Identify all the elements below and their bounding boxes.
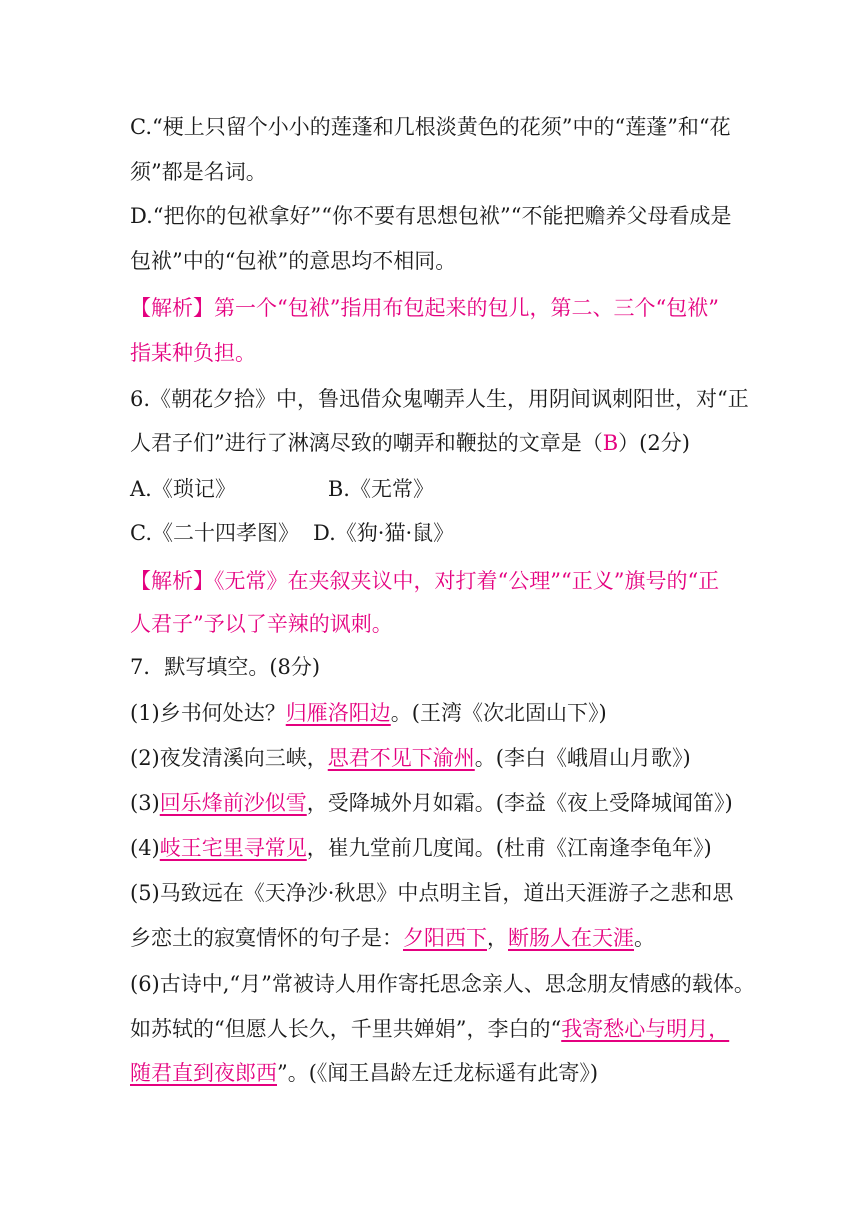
q5-option-c (130, 112, 731, 142)
q7-stem-text: 7．默写填空。(8分) (130, 655, 321, 679)
q5-option-c-line2: 须”都是名词。 (130, 160, 267, 184)
q6-stem-line1: 6.《朝花夕拾》中，鲁迅借众鬼嘲弄人生，用阴间讽刺阳世，对“正 (130, 387, 749, 411)
q5-analysis-cont (130, 338, 256, 368)
q7-item-5-pre: 乡恋土的寂寞情怀的句子是： (130, 926, 403, 950)
q7-item-6 (130, 969, 755, 999)
q5-option-d-line2: 包袱”中的“包袱”的意思均不相同。 (130, 249, 457, 273)
q6-analysis-line2: 人君子”予以了辛辣的讽刺。 (130, 612, 393, 636)
q7-item-1-post: 。(王湾《次北固山下》) (390, 701, 607, 725)
q7-item-6-answer-1: 我寄愁心与明月， (561, 1017, 730, 1041)
q5-analysis-line1: 【解析】第一个“包袱”指用布包起来的包儿，第二、三个“包袱” (130, 296, 719, 320)
q7-item-3-answer: 回乐烽前沙似雪 (159, 791, 307, 815)
q7-item-6-pre: 如苏轼的“但愿人长久，千里共婵娟”，李白的“ (130, 1017, 562, 1041)
q7-item-2-post: 。(李白《峨眉山月歌》) (474, 746, 691, 770)
q5-option-d-cont (130, 246, 456, 276)
q6-stem-line2: 人君子们”进行了淋漓尽致的嘲弄和鞭挞的文章是（ (130, 431, 603, 455)
q6-options-ab (130, 474, 434, 504)
q6-stem-cont (130, 428, 690, 458)
q7-item-5-answer-1: 夕阳西下 (403, 926, 487, 950)
q7-item-6-cont2 (130, 1058, 598, 1088)
q5-analysis-line2: 指某种负担。 (130, 341, 256, 365)
q6-options-cd (130, 518, 454, 548)
q7-item-4-post: ，崔九堂前几度闻。(杜甫《江南逢李龟年》) (306, 836, 712, 860)
q5-option-d-line1: D.“把你的包袱拿好”“你不要有思想包袱”“不能把赡养父母看成是 (130, 204, 732, 228)
q7-item-3-post: ，受降城外月如霜。(李益《夜上受降城闻笛》) (306, 791, 733, 815)
q6-score: ）(2分) (618, 431, 690, 455)
q6-answer: B (602, 431, 619, 455)
q6-option-b: B.《无常》 (327, 477, 434, 501)
q7-item-2-pre: (2)夜发清溪向三峡， (130, 746, 328, 770)
q7-item-5-answer-2: 断肠人在天涯 (508, 926, 634, 950)
q7-item-5-line1: (5)马致远在《天净沙·秋思》中点明主旨，道出天涯游子之悲和思 (130, 881, 734, 905)
q7-item-5 (130, 878, 733, 908)
q6-option-a: A.《琐记》 (130, 477, 236, 501)
q6-stem (130, 384, 749, 414)
q7-item-1 (130, 698, 607, 728)
q7-item-4-pre: (4) (130, 836, 160, 860)
q7-stem (130, 652, 320, 682)
q6-option-d: D.《狗·猫·鼠》 (313, 521, 455, 545)
q7-item-6-answer-2: 随君直到夜郎西 (130, 1061, 277, 1085)
q7-item-6-post: ”。(《闻王昌龄左迁龙标遥有此寄》) (277, 1061, 599, 1085)
q5-option-c-line1: C.“梗上只留个小小的莲蓬和几根淡黄色的花须”中的“莲蓬”和“花 (130, 115, 731, 139)
q5-option-d (130, 201, 731, 231)
q6-option-c: C.《二十四孝图》 (130, 521, 299, 545)
q7-item-2 (130, 743, 691, 773)
q7-item-3 (130, 788, 733, 818)
q7-item-4-answer: 岐王宅里寻常见 (159, 836, 307, 860)
q7-item-2-answer: 思君不见下渝州 (327, 746, 475, 770)
q6-analysis-cont (130, 609, 393, 639)
q7-item-4 (130, 833, 712, 863)
q7-item-6-cont (130, 1014, 729, 1044)
q7-item-5-separator: ， (487, 926, 508, 950)
q5-analysis (130, 293, 719, 323)
q6-analysis-line1: 【解析】《无常》在夹叙夹议中，对打着“公理”“正义”旗号的“正 (130, 569, 720, 593)
q7-item-1-answer: 归雁洛阳边 (285, 701, 391, 725)
q7-item-6-line1: (6)古诗中,“月”常被诗人用作寄托思念亲人、思念朋友情感的载体。 (130, 972, 755, 996)
q5-option-c-cont (130, 157, 267, 187)
q7-item-1-pre: (1)乡书何处达？ (130, 701, 286, 725)
q6-analysis (130, 566, 719, 596)
q7-item-5-post: 。 (634, 926, 655, 950)
q7-item-3-pre: (3) (130, 791, 160, 815)
q7-item-5-cont (130, 923, 655, 953)
